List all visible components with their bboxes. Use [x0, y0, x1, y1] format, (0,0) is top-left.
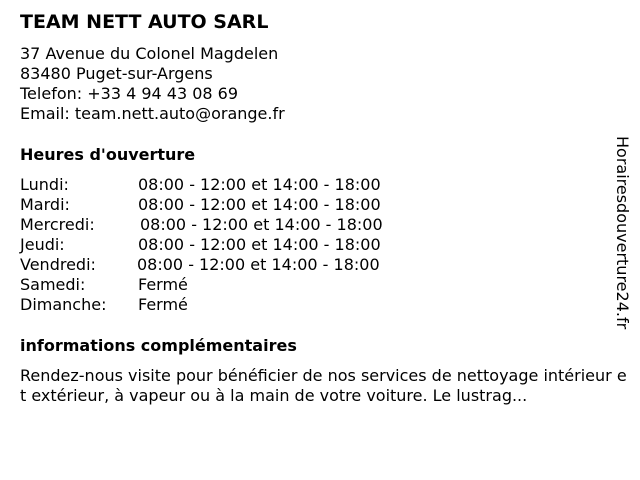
hours-row-sunday	[20, 295, 620, 315]
day-hours: 08:00 - 12:00 et 14:00 - 18:00	[137, 255, 380, 274]
postal-city: 83480 Puget-sur-Argens	[20, 64, 213, 83]
hours-row-tuesday	[20, 195, 620, 215]
hours-row-saturday	[20, 275, 620, 295]
phone-number[interactable]: Telefon: +33 4 94 43 08 69	[20, 84, 239, 103]
street-address: 37 Avenue du Colonel Magdelen	[20, 44, 279, 63]
hours-row-thursday	[20, 235, 620, 255]
day-label: Mercredi:	[20, 215, 95, 234]
email-address[interactable]: Email: team.nett.auto@orange.fr	[20, 104, 285, 123]
day-hours: 08:00 - 12:00 et 14:00 - 18:00	[138, 175, 381, 194]
opening-hours-heading: Heures d'ouverture	[20, 145, 196, 164]
day-label: Lundi:	[20, 175, 69, 194]
additional-info-heading: informations complémentaires	[20, 336, 297, 355]
opening-hours-table	[20, 175, 620, 315]
site-watermark: Horairesdouverture24.fr	[613, 136, 632, 330]
hours-row-friday	[20, 255, 620, 275]
day-hours: 08:00 - 12:00 et 14:00 - 18:00	[140, 215, 383, 234]
day-hours: 08:00 - 12:00 et 14:00 - 18:00	[138, 235, 381, 254]
day-label: Mardi:	[20, 195, 70, 214]
day-hours: Fermé	[138, 275, 188, 294]
hours-row-wednesday	[20, 215, 620, 235]
business-name: TEAM NETT AUTO SARL	[20, 11, 269, 33]
day-hours: Fermé	[138, 295, 188, 314]
day-hours: 08:00 - 12:00 et 14:00 - 18:00	[138, 195, 381, 214]
day-label: Vendredi:	[20, 255, 96, 274]
address-block	[20, 44, 620, 124]
hours-row-monday	[20, 175, 620, 195]
day-label: Jeudi:	[20, 235, 65, 254]
day-label: Samedi:	[20, 275, 86, 294]
day-label: Dimanche:	[20, 295, 107, 314]
additional-info-text: Rendez-nous visite pour bénéficier de nos services de nettoyage intérieur et extérieur, à vapeur ou à la main de votre voiture. Le lustrag...	[20, 366, 627, 405]
